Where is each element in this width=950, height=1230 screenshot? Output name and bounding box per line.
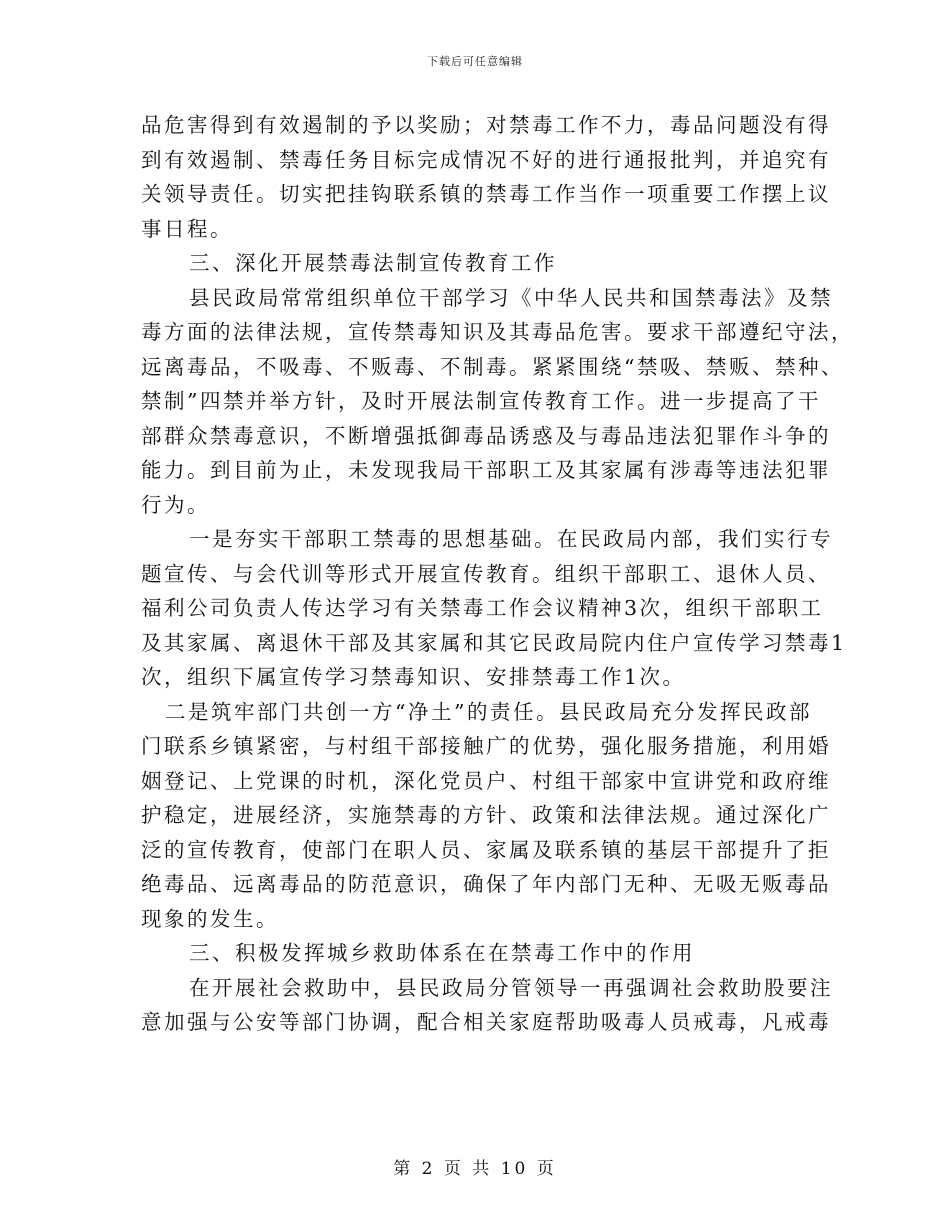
text-line: 品危害得到有效遏制的予以奖励；对禁毒工作不力，毒品问题没有得: [141, 113, 831, 137]
paragraph-start: 一是夯实干部职工禁毒的思想基础。在民政局内部，我们实行专: [189, 527, 833, 551]
text-line: 门联系乡镇紧密，与村组干部接触广的优势，强化服务措施，利用婚: [141, 734, 831, 758]
paragraph-start: 二是筑牢部门共创一方“净土”的责任。县民政局充分发挥民政部: [165, 699, 812, 724]
text-line: 禁制”四禁并举方针，及时开展法制宣传教育工作。进一步提高了干: [141, 389, 821, 413]
text-line: 及其家属、离退休干部及其家属和其它民政局院内住户宣传学习禁毒1: [141, 630, 847, 655]
document-body: [141, 108, 854, 1040]
text-line: 意加强与公安等部门协调，配合相关家庭帮助吸毒人员戒毒，凡戒毒: [141, 1010, 831, 1034]
text-line: 福利公司负责人传达学习有关禁毒工作会议精神3次，组织干部职工: [141, 596, 824, 620]
text-line: 行为。: [141, 492, 210, 517]
paragraph-start: 县民政局常常组织单位干部学习《中华人民共和国禁毒法》及禁: [189, 285, 833, 310]
text-line: 关领导责任。切实把挂钩联系镇的禁毒工作当作一项重要工作摆上议: [141, 182, 831, 206]
page-header: 下载后可任意编辑: [427, 55, 523, 68]
text-line: 能力。到目前为止，未发现我局干部职工及其家属有涉毒等违法犯罪: [141, 458, 831, 482]
text-line: 部群众禁毒意识，不断增强抵御毒品诱惑及与毒品违法犯罪作斗争的: [141, 423, 831, 448]
text-line: 姻登记、上党课的时机，深化党员户、村组干部家中宣讲党和政府维: [141, 768, 831, 793]
text-line: 次，组织下属宣传学习禁毒知识、安排禁毒工作1次。: [141, 665, 686, 689]
text-line: 绝毒品、远离毒品的防范意识，确保了年内部门无种、无吸无贩毒品: [141, 872, 831, 896]
text-line: 毒方面的法律法规，宣传禁毒知识及其毒品危害。要求干部遵纪守法，: [141, 320, 854, 344]
text-line: 远离毒品，不吸毒、不贩毒、不制毒。紧紧围绕“禁吸、禁贩、禁种、: [141, 354, 844, 379]
text-line: 护稳定，进展经济，实施禁毒的方针、政策和法律法规。通过深化广: [141, 803, 831, 827]
text-line: 题宣传、与会代训等形式开展宣传教育。组织干部职工、退休人员、: [141, 561, 831, 586]
section-heading: 三、积极发挥城乡救助体系在在禁毒工作中的作用: [189, 941, 695, 965]
paragraph-start: 在开展社会救助中，县民政局分管领导一再强调社会救助股要注: [189, 975, 833, 1000]
text-line: 事日程。: [141, 216, 233, 241]
text-line: 现象的发生。: [141, 906, 279, 931]
text-line: 泛的宣传教育，使部门在职人员、家属及联系镇的基层干部提升了拒: [141, 837, 831, 862]
text-line: 到有效遏制、禁毒任务目标完成情况不好的进行通报批判，并追究有: [141, 147, 831, 172]
page-number: 第 2 页 共 10 页: [393, 1159, 557, 1179]
section-heading: 三、深化开展禁毒法制宣传教育工作: [189, 251, 557, 275]
